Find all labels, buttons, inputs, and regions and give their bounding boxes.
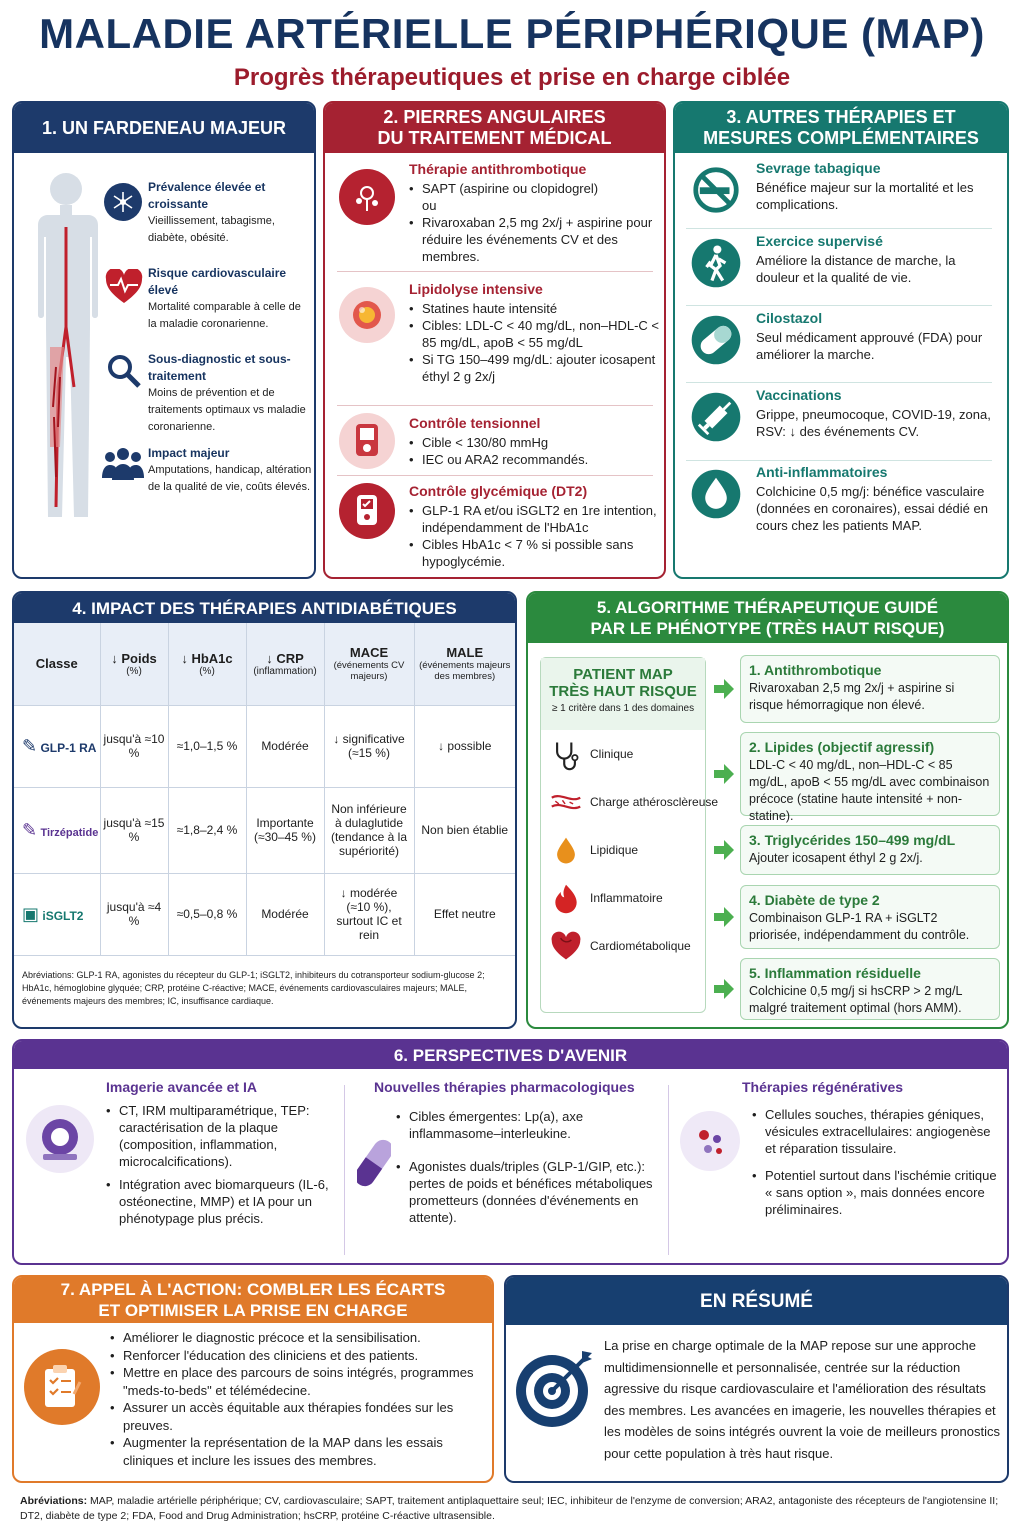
perspective-bullet: • Cibles émergentes: Lp(a), axe inflammasome–interleukine. bbox=[396, 1108, 664, 1142]
complementary-item bbox=[756, 464, 996, 534]
complementary-desc: Améliore la distance de marche, la douleur et la qualité de vie. bbox=[756, 253, 956, 285]
arrow-icon bbox=[712, 977, 736, 1001]
domain-label: Charge athérosclèreuse bbox=[590, 795, 719, 809]
lipid-drop-icon bbox=[550, 835, 584, 869]
divider bbox=[337, 475, 653, 476]
artery-plaque-icon bbox=[550, 787, 584, 821]
section-summary bbox=[504, 1275, 1009, 1483]
complementary-item bbox=[756, 310, 996, 363]
table-cell: jusqu'à ≈4 % bbox=[100, 873, 168, 955]
section-call-to-action bbox=[12, 1275, 494, 1483]
complementary-title: Cilostazol bbox=[756, 310, 823, 326]
therapy-title: Contrôle glycémique (DT2) bbox=[409, 483, 588, 499]
table-cell: ↓ significative (≈15 %) bbox=[324, 705, 414, 787]
glucometer-icon bbox=[339, 483, 395, 539]
step-desc: Combinaison GLP-1 RA + iSGLT2 priorisée, indépendamment du contrôle. bbox=[749, 911, 970, 942]
checklist-icon bbox=[24, 1349, 100, 1425]
divider bbox=[337, 271, 653, 272]
burden-item-title: Impact majeur bbox=[148, 446, 230, 460]
table-cell: jusqu'à ≈15 % bbox=[100, 787, 168, 873]
complementary-desc: Colchicine 0,5 mg/j: bénéfice vasculaire (données en coronaires), essai dédié en cours chez les patients MAP. bbox=[756, 484, 988, 533]
divider bbox=[686, 228, 992, 229]
complementary-title: Vaccinations bbox=[756, 387, 842, 403]
page-subtitle: Progrès thérapeutiques et prise en charge ciblée bbox=[233, 64, 791, 91]
page-title: MALADIE ARTÉRIELLE PÉRIPHÉRIQUE (MAP) bbox=[39, 10, 985, 57]
call-list bbox=[110, 1329, 486, 1469]
therapy-bullet: • Si TG 150–499 mg/dL: ajouter icosapent éthyl 2 g 2x/j bbox=[409, 351, 659, 385]
perspective-bullet: • Potentiel surtout dans l'ischémie critique « sans option », mais données encore préliminaires. bbox=[752, 1167, 1004, 1218]
table-header: MACE (événements CV majeurs) bbox=[324, 623, 414, 705]
syringe-icon bbox=[688, 389, 744, 445]
step-title: 4. Diabète de type 2 bbox=[749, 892, 880, 908]
table-cell: ≈1,8–2,4 % bbox=[168, 787, 246, 873]
section-call-header: 7. APPEL À L'ACTION: COMBLER LES ÉCARTS ET OPTIMISER LA PRISE EN CHARGE bbox=[14, 1277, 492, 1323]
arrow-icon bbox=[712, 905, 736, 929]
therapy-bullet: • IEC ou ARA2 recommandés. bbox=[409, 451, 659, 468]
call-bullet: • Assurer un accès équitable aux thérapies fondées sur les preuves. bbox=[110, 1399, 486, 1434]
blood-pressure-icon bbox=[339, 413, 395, 469]
table-header: ↓ CRP (inflammation) bbox=[246, 623, 324, 705]
arrow-icon bbox=[712, 838, 736, 862]
pill-box-icon: ▣ bbox=[22, 903, 40, 924]
complementary-item bbox=[756, 387, 996, 440]
burden-item-desc: Amputations, handicap, altération de la qualité de vie, coûts élevés. bbox=[148, 464, 312, 493]
step-title: 1. Antithrombotique bbox=[749, 662, 882, 678]
patient-subtitle: ≥ 1 critère dans 1 des domaines bbox=[551, 703, 695, 714]
algorithm-step bbox=[740, 732, 1000, 823]
burden-item-title: Prévalence élevée et croissante bbox=[148, 180, 266, 211]
divider bbox=[337, 405, 653, 406]
cells-icon bbox=[680, 1111, 740, 1171]
table-cell: ▣ iSGLT2 bbox=[14, 873, 100, 955]
table-cell: Non inférieure à dulaglutide (tendance à la supériorité) bbox=[324, 787, 414, 873]
complementary-desc: Seul médicament approuvé (FDA) pour améliorer la marche. bbox=[756, 330, 983, 362]
algorithm-step bbox=[740, 825, 1000, 875]
table-cell: ✎ Tirzépatide bbox=[14, 787, 100, 873]
section-perspectives bbox=[12, 1039, 1009, 1265]
section-burden-header: 1. UN FARDENEAU MAJEUR bbox=[14, 103, 314, 153]
table-cell: Effet neutre bbox=[433, 907, 496, 921]
section-complementary-header: 3. AUTRES THÉRAPIES ET MESURES COMPLÉMENTAIRES bbox=[675, 103, 1007, 153]
divider bbox=[686, 305, 992, 306]
table-row bbox=[14, 787, 515, 873]
complementary-title: Exercice supervisé bbox=[756, 233, 883, 249]
table-cell: Modérée bbox=[246, 873, 324, 955]
call-bullet: • Renforcer l'éducation des cliniciens et des patients. bbox=[110, 1347, 486, 1365]
therapy-bullet: • GLP-1 RA et/ou iSGLT2 en 1re intention, indépendamment de l'HbA1c bbox=[409, 502, 661, 536]
step-desc: Colchicine 0,5 mg/j si hsCRP > 2 mg/L malgré traitement optimal (hors AMM). bbox=[749, 984, 962, 1015]
section-summary-header: EN RÉSUMÉ bbox=[506, 1277, 1007, 1325]
algorithm-step bbox=[740, 655, 1000, 723]
table-header: ↓ HbA1c (%) bbox=[168, 623, 246, 705]
perspective-title: Nouvelles thérapies pharmacologiques bbox=[374, 1079, 635, 1095]
therapy-bullet: • Rivaroxaban 2,5 mg 2x/j + aspirine pour réduire les événements CV et des membres. bbox=[409, 214, 659, 265]
perspective-bullet: • Agonistes duals/triples (GLP-1/GIP, etc.): pertes de poids et bénéfices métaboliques prometteurs (données d'événements en attente). bbox=[396, 1158, 664, 1226]
molecule-icon bbox=[104, 183, 142, 221]
burden-item-title: Sous-diagnostic et sous-traitement bbox=[148, 352, 291, 383]
domain-label: Cardiométabolique bbox=[590, 939, 691, 953]
algorithm-step bbox=[740, 885, 1000, 949]
therapy-bullet: • Cible < 130/80 mmHg bbox=[409, 434, 659, 451]
domain-label: Inflammatoire bbox=[590, 891, 663, 905]
table-cell: Non bien établie bbox=[421, 823, 509, 837]
drop-icon bbox=[688, 466, 744, 522]
burden-item-desc: Mortalité comparable à celle de la maladie coronarienne. bbox=[148, 301, 301, 330]
flame-icon bbox=[550, 883, 584, 917]
section-antidiabetic-impact bbox=[12, 591, 517, 1029]
call-bullet: • Améliorer le diagnostic précoce et la sensibilisation. bbox=[110, 1329, 486, 1347]
step-title: 2. Lipides (objectif agressif) bbox=[749, 739, 935, 755]
table-cell: ↓ possible bbox=[438, 739, 492, 753]
therapy-bullet: • SAPT (aspirine ou clopidogrel) bbox=[409, 180, 659, 197]
complementary-desc: Bénéfice majeur sur la mortalité et les complications. bbox=[756, 180, 974, 212]
table-cell: Importante (≈30–45 %) bbox=[246, 787, 324, 873]
walking-icon bbox=[688, 235, 744, 291]
table-cell: ≈1,0–1,5 % bbox=[168, 705, 246, 787]
step-desc: Rivaroxaban 2,5 mg 2x/j + aspirine si risque hémorragique non élevé. bbox=[749, 681, 955, 712]
section-algorithm-header: 5. ALGORITHME THÉRAPEUTIQUE GUIDÉ PAR LE PHÉNOTYPE (TRÈS HAUT RISQUE) bbox=[528, 593, 1007, 643]
perspective-title: Thérapies régénératives bbox=[742, 1079, 904, 1095]
no-smoking-icon bbox=[688, 162, 744, 218]
people-icon bbox=[102, 445, 144, 481]
syringe-icon: ✎ bbox=[22, 735, 38, 756]
arrow-icon bbox=[712, 677, 736, 701]
complementary-desc: Grippe, pneumocoque, COVID-19, zona, RSV: ↓ des événements CV. bbox=[756, 407, 991, 439]
table-cell: jusqu'à ≈10 % bbox=[100, 705, 168, 787]
divider bbox=[686, 460, 992, 461]
section-perspectives-header: 6. PERSPECTIVES D'AVENIR bbox=[14, 1041, 1007, 1069]
table-row bbox=[14, 873, 515, 955]
domain-label: Lipidique bbox=[590, 843, 639, 857]
burden-item-desc: Vieillissement, tabagisme, diabète, obésité. bbox=[148, 215, 275, 244]
table-cell: ≈0,5–0,8 % bbox=[168, 873, 246, 955]
heart-ecg-icon bbox=[104, 267, 144, 307]
section-antidiabetic-header: 4. IMPACT DES THÉRAPIES ANTIDIABÉTIQUES bbox=[14, 593, 515, 623]
table-header: MALE (événements majeurs des membres) bbox=[419, 645, 511, 683]
step-title: 5. Inflammation résiduelle bbox=[749, 965, 921, 981]
domain-label: Clinique bbox=[590, 747, 634, 761]
divider bbox=[668, 1085, 669, 1255]
complementary-title: Sevrage tabagique bbox=[756, 160, 881, 176]
table-header: ↓ Poids (%) bbox=[100, 623, 168, 705]
arrow-icon bbox=[712, 762, 736, 786]
table-header: Classe bbox=[14, 623, 100, 705]
section-burden bbox=[12, 101, 316, 579]
complementary-item bbox=[756, 160, 996, 213]
algorithm-step bbox=[740, 958, 1000, 1020]
table-abbreviations: Abréviations: GLP-1 RA, agonistes du récepteur du GLP-1; iSGLT2, inhibiteurs du cotransporteur sodium-glucose 2; HbA1c, hémoglobine glyquée; CRP, protéine C-réactive; MACE, événements cardiovasculaires majeurs; MALE, événements majeurs des membres; IC, insuffisance cardiaque. bbox=[22, 970, 485, 1006]
complementary-title: Anti-inflammatoires bbox=[756, 464, 888, 480]
perspective-bullet: • CT, IRM multiparamétrique, TEP: caractérisation de la plaque (composition, inflammation, microcalcifications). bbox=[106, 1102, 338, 1170]
patient-title: TRÈS HAUT RISQUE bbox=[549, 683, 697, 700]
target-icon bbox=[512, 1347, 596, 1431]
antidiabetic-table bbox=[14, 623, 515, 956]
burden-item-title: Risque cardiovasculaire élevé bbox=[148, 266, 287, 297]
therapy-bullet: • Cibles: LDL-C < 40 mg/dL, non–HDL-C < 85 mg/dL, apoB < 55 mg/dL bbox=[409, 317, 659, 351]
perspective-bullet: • Cellules souches, thérapies géniques, vésicules extracellulaires: angiogenèse et réparation tissulaire. bbox=[752, 1106, 1004, 1157]
therapy-title: Lipidolyse intensive bbox=[409, 281, 543, 297]
therapy-title: Contrôle tensionnel bbox=[409, 415, 541, 431]
heart-icon bbox=[550, 931, 584, 965]
patient-title: PATIENT MAP bbox=[573, 666, 673, 683]
step-desc: LDL-C < 40 mg/dL, non–HDL-C < 85 mg/dL, apoB < 55 mg/dL avec combinaison précoce (statine haute intensité + non-statine). bbox=[749, 758, 990, 823]
scanner-icon bbox=[26, 1105, 94, 1173]
burden-item-desc: Moins de prévention et de traitements optimaux vs maladie coronarienne. bbox=[148, 387, 306, 433]
perspective-bullet: • Intégration avec biomarqueurs (IL-6, ostéonectine, MMP) et IA pour un phénotypage plus précis. bbox=[106, 1176, 338, 1227]
divider bbox=[344, 1085, 345, 1255]
magnifier-icon bbox=[104, 351, 144, 391]
stethoscope-icon bbox=[550, 739, 584, 773]
table-row bbox=[14, 705, 515, 787]
section-cornerstones bbox=[323, 101, 666, 579]
therapy-or: ou bbox=[422, 198, 437, 213]
table-cell: ↓ modérée (≈10 %), surtout IC et rein bbox=[324, 873, 414, 955]
summary-text: La prise en charge optimale de la MAP repose sur une approche multidimensionnelle et personnalisée, centrée sur la réduction agressive du risque cardiovasculaire et l'amélioration des résultats des membres. Les avancées en imagerie, les nouvelles thérapies et les modèles de soins intégrés ouvrent la voie de meilleurs pronostics pour cette population à très haut risque. bbox=[604, 1338, 1000, 1461]
table-cell: Modérée bbox=[246, 705, 324, 787]
table-cell: ✎ GLP-1 RA bbox=[14, 705, 100, 787]
syringe-icon: ✎ bbox=[22, 819, 38, 840]
call-bullet: • Augmenter la représentation de la MAP dans les essais cliniques et inclure les issues des membres. bbox=[110, 1434, 486, 1469]
section-cornerstones-header: 2. PIERRES ANGULAIRES DU TRAITEMENT MÉDICAL bbox=[325, 103, 664, 153]
therapy-bullet: • Statines haute intensité bbox=[409, 300, 659, 317]
human-body-illustration bbox=[26, 167, 106, 527]
step-desc: Ajouter icosapent éthyl 2 g 2x/j. bbox=[749, 851, 923, 865]
section-algorithm bbox=[526, 591, 1009, 1029]
lipid-icon bbox=[339, 287, 395, 343]
pill-icon bbox=[688, 312, 744, 368]
antithrombotic-icon bbox=[339, 169, 395, 225]
therapy-title: Thérapie antithrombotique bbox=[409, 161, 587, 177]
table-header-row bbox=[14, 623, 515, 705]
step-title: 3. Triglycérides 150–499 mg/dL bbox=[749, 832, 956, 848]
perspective-title: Imagerie avancée et IA bbox=[106, 1079, 257, 1095]
call-bullet: • Mettre en place des parcours de soins intégrés, programmes "meds-to-beds" et télémédecine. bbox=[110, 1364, 486, 1399]
therapy-bullet: • Cibles HbA1c < 7 % si possible sans hypoglycémie. bbox=[409, 536, 661, 570]
complementary-item bbox=[756, 233, 996, 286]
footer-abbreviations: Abréviations: MAP, maladie artérielle périphérique; CV, cardiovasculaire; SAPT, traitement antiplaquettaire seul; IEC, inhibiteur de l'enzyme de conversion; ARA2, antagoniste des récepteurs de l'angiotensine II; DT2, diabète de type 2; FDA, Food and Drug Administration; hsCRP, protéine C-réactive ultrasensible. bbox=[20, 1495, 999, 1522]
divider bbox=[686, 382, 992, 383]
